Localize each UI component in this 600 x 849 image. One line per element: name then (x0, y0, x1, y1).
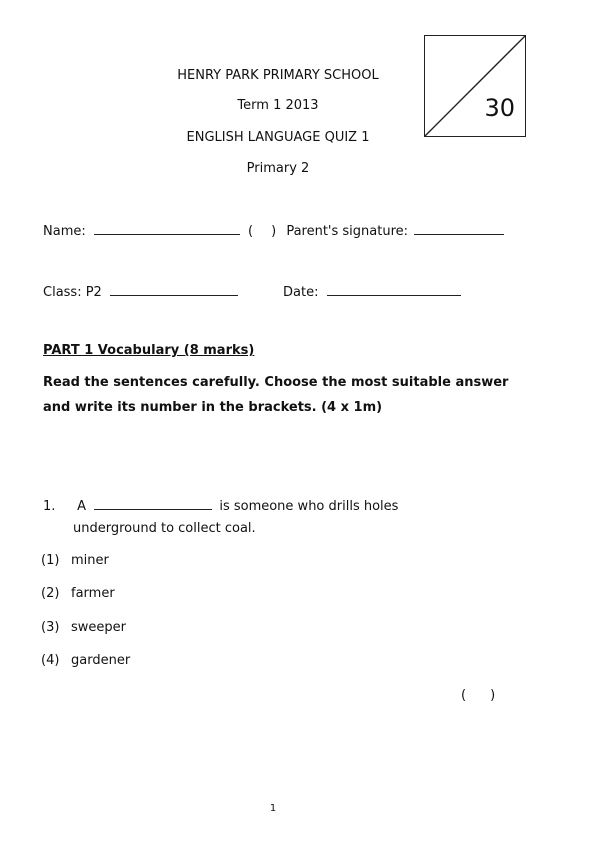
index-paren-open: ( (248, 224, 254, 239)
part1-heading: PART 1 Vocabulary (8 marks) (43, 343, 255, 358)
date-row (283, 283, 461, 300)
term-label: Term 1 2013 (237, 98, 319, 113)
question-text-line2: underground to collect coal. (73, 521, 256, 536)
option-text: farmer (71, 586, 115, 601)
option-1 (41, 553, 109, 568)
index-paren-close: ) (271, 224, 277, 239)
option-number: (4) (41, 653, 60, 668)
answer-paren-close: ) (490, 688, 496, 703)
question-blank[interactable] (94, 497, 212, 510)
score-box (424, 35, 526, 137)
option-3 (41, 620, 126, 635)
question-number: 1. (43, 499, 56, 514)
option-2 (41, 586, 115, 601)
quiz-title: ENGLISH LANGUAGE QUIZ 1 (186, 130, 370, 145)
answer-brackets[interactable] (461, 688, 495, 703)
name-row (43, 222, 504, 239)
option-text: sweeper (71, 620, 126, 635)
part1-instruction-line2: and write its number in the brackets. (4 x 1m) (43, 400, 383, 415)
answer-paren-open: ( (461, 688, 467, 703)
option-number: (3) (41, 620, 60, 635)
signature-field[interactable] (414, 222, 504, 235)
signature-label: Parent's signature: (286, 224, 409, 239)
option-number: (2) (41, 586, 60, 601)
class-label: Class: P2 (43, 285, 102, 300)
name-field[interactable] (94, 222, 240, 235)
question-1 (43, 497, 398, 514)
question-lead: A (77, 499, 87, 514)
option-4 (41, 653, 130, 668)
class-field[interactable] (110, 283, 238, 296)
score-value: 30 (484, 94, 515, 122)
name-label: Name: (43, 224, 86, 239)
option-text: gardener (71, 653, 131, 668)
level-label: Primary 2 (246, 161, 310, 176)
date-label: Date: (283, 285, 319, 300)
option-text: miner (71, 553, 109, 568)
school-name: HENRY PARK PRIMARY SCHOOL (177, 68, 379, 83)
class-row (43, 283, 238, 300)
date-field[interactable] (327, 283, 461, 296)
part1-instruction-line1: Read the sentences carefully. Choose the most suitable answer (43, 375, 509, 390)
question-text: is someone who drills holes (219, 499, 399, 514)
option-number: (1) (41, 553, 60, 568)
page-number: 1 (269, 803, 277, 814)
